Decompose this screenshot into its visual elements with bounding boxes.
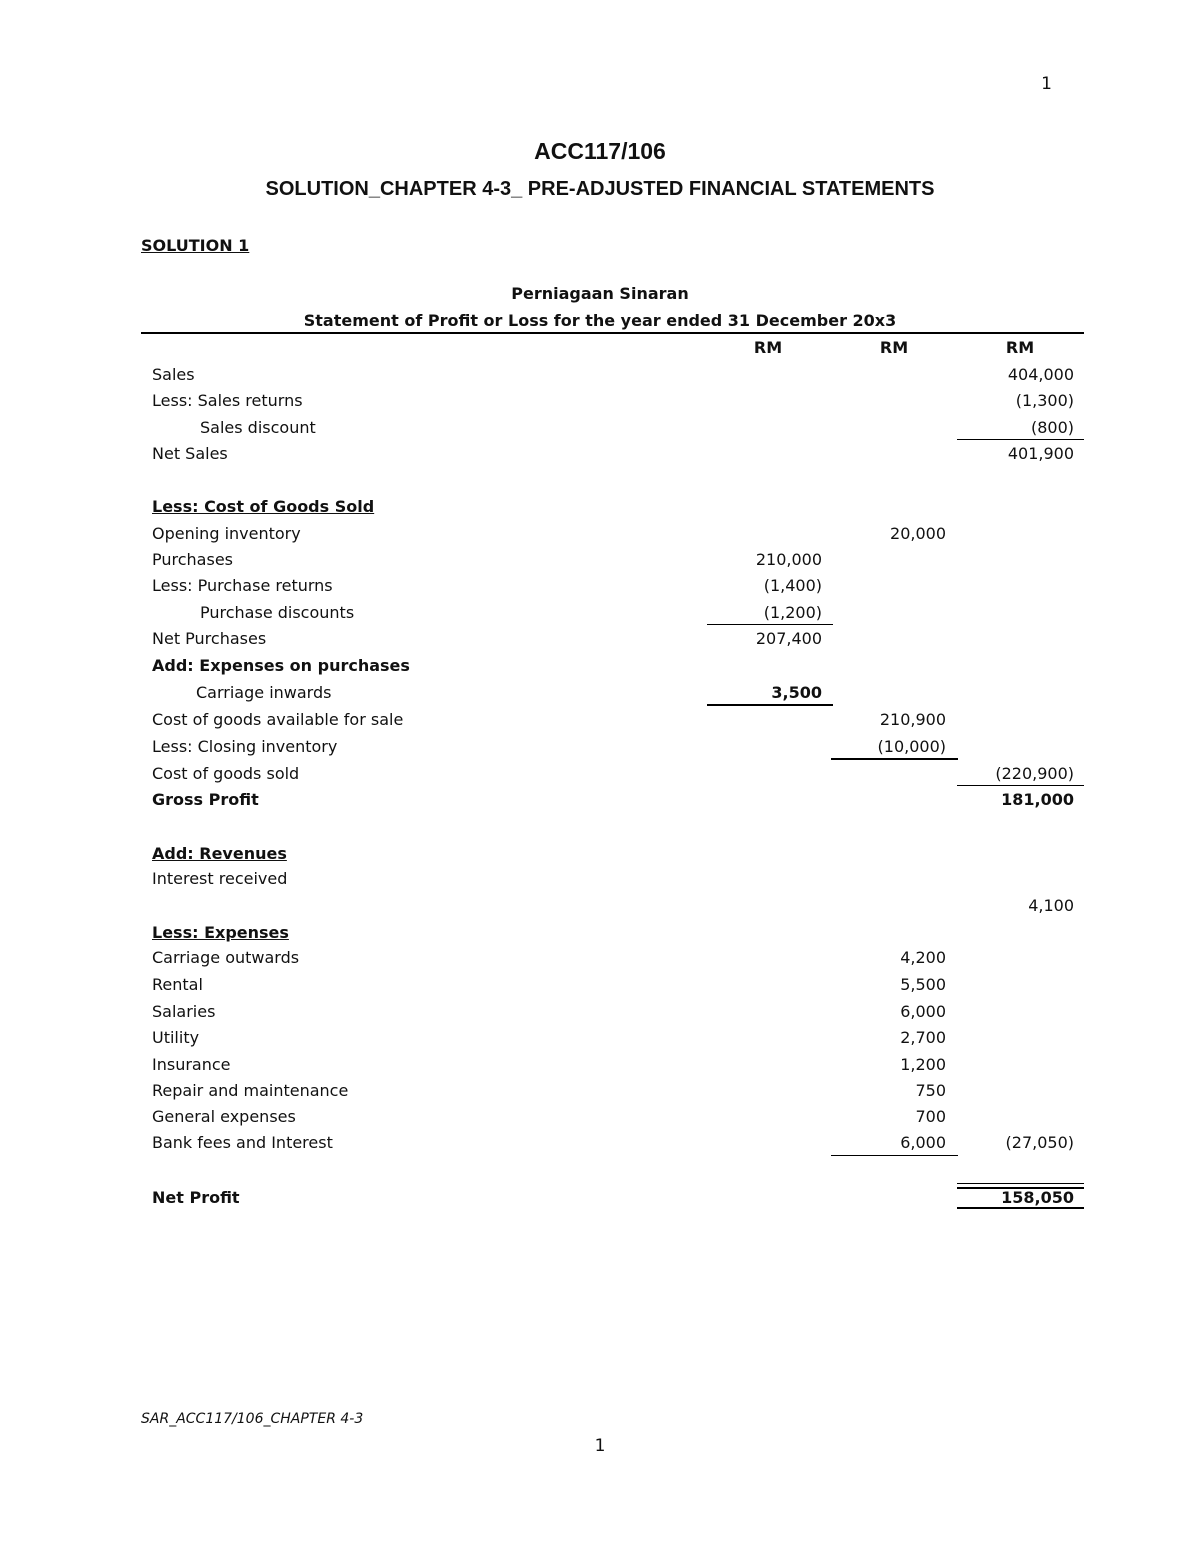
row-label: Carriage outwards <box>152 948 300 967</box>
column-header-1: RM <box>753 338 783 357</box>
row-value: 4,200 <box>900 948 946 967</box>
table-row <box>0 653 1200 679</box>
revenues-heading: Add: Revenues <box>152 844 287 863</box>
gross-profit-value: 181,000 <box>1001 790 1074 809</box>
row-value: 207,400 <box>755 629 822 648</box>
table-row <box>0 521 1200 547</box>
row-total-value: (27,050) <box>1005 1133 1074 1152</box>
table-row <box>0 707 1200 733</box>
row-label: Net Purchases <box>152 629 267 648</box>
subtotal-rule <box>957 785 1084 786</box>
row-label: Interest received <box>152 869 288 888</box>
table-row <box>0 388 1200 414</box>
table-row <box>0 787 1200 813</box>
table-row <box>0 999 1200 1025</box>
row-value: (1,400) <box>763 576 822 595</box>
statement-title: Statement of Profit or Loss for the year ended 31 December 20x3 <box>303 311 897 330</box>
column-header-2: RM <box>879 338 909 357</box>
row-value: 750 <box>915 1081 946 1100</box>
table-row <box>0 1052 1200 1078</box>
table-row <box>0 573 1200 599</box>
row-label: Cost of goods sold <box>152 764 300 783</box>
section-heading-row <box>0 920 1200 946</box>
row-label: Insurance <box>152 1055 231 1074</box>
row-label: Less: Sales returns <box>152 391 303 410</box>
row-value: 210,000 <box>755 550 822 569</box>
row-value: 5,500 <box>900 975 946 994</box>
row-value: (10,000) <box>877 737 946 756</box>
document-title: SOLUTION_CHAPTER 4-3_ PRE-ADJUSTED FINANCIAL STATEMENTS <box>265 178 935 200</box>
column-header-3: RM <box>1005 338 1035 357</box>
row-value: (1,300) <box>1015 391 1074 410</box>
column-header-row <box>0 335 1200 361</box>
row-label: Utility <box>152 1028 200 1047</box>
row-value: 210,900 <box>879 710 946 729</box>
subtotal-rule <box>707 624 833 625</box>
subtotal-rule <box>707 704 833 706</box>
gross-profit-label: Gross Profit <box>152 790 259 809</box>
row-value: (220,900) <box>995 764 1074 783</box>
row-value: 401,900 <box>1007 444 1074 463</box>
table-row <box>0 734 1200 760</box>
row-label: Bank fees and Interest <box>152 1133 333 1152</box>
expenses-heading: Less: Expenses <box>152 923 289 942</box>
title-rule <box>141 332 1084 334</box>
subtotal-rule <box>831 1155 958 1156</box>
row-label: Net Sales <box>152 444 228 463</box>
table-row <box>0 761 1200 787</box>
row-value: 20,000 <box>890 524 946 543</box>
cogs-heading: Less: Cost of Goods Sold <box>152 497 375 516</box>
table-row <box>0 972 1200 998</box>
table-row <box>0 1025 1200 1051</box>
table-row <box>0 1104 1200 1130</box>
net-profit-bottom-rule <box>957 1207 1084 1212</box>
row-label: Rental <box>152 975 203 994</box>
row-label: Sales discount <box>200 418 316 437</box>
row-value: 2,700 <box>900 1028 946 1047</box>
net-profit-label: Net Profit <box>152 1188 240 1207</box>
row-value: 4,100 <box>1028 896 1074 915</box>
table-row <box>0 600 1200 626</box>
page-number-bottom: 1 <box>594 1436 606 1456</box>
row-label: Less: Closing inventory <box>152 737 338 756</box>
row-value: (800) <box>1030 418 1074 437</box>
table-row <box>0 362 1200 388</box>
row-label: Purchase discounts <box>200 603 355 622</box>
row-label: Sales <box>152 365 195 384</box>
section-heading-row <box>0 494 1200 520</box>
footer-reference: SAR_ACC117/106_CHAPTER 4-3 <box>141 1411 364 1427</box>
row-label: Less: Purchase returns <box>152 576 333 595</box>
subtotal-rule <box>957 439 1084 440</box>
row-label: Purchases <box>152 550 233 569</box>
row-value: (1,200) <box>763 603 822 622</box>
table-row <box>0 945 1200 971</box>
row-value: 404,000 <box>1007 365 1074 384</box>
page-number-top: 1 <box>1041 74 1052 94</box>
section-heading-row <box>0 841 1200 867</box>
solution-heading: SOLUTION 1 <box>141 236 250 255</box>
table-row <box>0 441 1200 467</box>
net-profit-value: 158,050 <box>1001 1188 1074 1207</box>
row-value: 6,000 <box>900 1002 946 1021</box>
table-row <box>0 415 1200 441</box>
row-value: 700 <box>915 1107 946 1126</box>
company-name: Perniagaan Sinaran <box>511 284 689 303</box>
row-value: 3,500 <box>771 683 822 702</box>
subtotal-rule <box>831 758 958 760</box>
table-row <box>0 547 1200 573</box>
table-row <box>0 893 1200 919</box>
row-label: Opening inventory <box>152 524 301 543</box>
table-row <box>0 1130 1200 1156</box>
table-row <box>0 626 1200 652</box>
expenses-on-purchases-heading: Add: Expenses on purchases <box>152 656 410 675</box>
row-label: Repair and maintenance <box>152 1081 349 1100</box>
table-row <box>0 866 1200 892</box>
table-row <box>0 680 1200 706</box>
row-value: 1,200 <box>900 1055 946 1074</box>
row-label: Salaries <box>152 1002 216 1021</box>
row-label: Cost of goods available for sale <box>152 710 404 729</box>
row-label: General expenses <box>152 1107 296 1126</box>
row-label: Carriage inwards <box>196 683 332 702</box>
course-code: ACC117/106 <box>534 138 666 164</box>
table-row <box>0 1078 1200 1104</box>
row-value: 6,000 <box>900 1133 946 1152</box>
